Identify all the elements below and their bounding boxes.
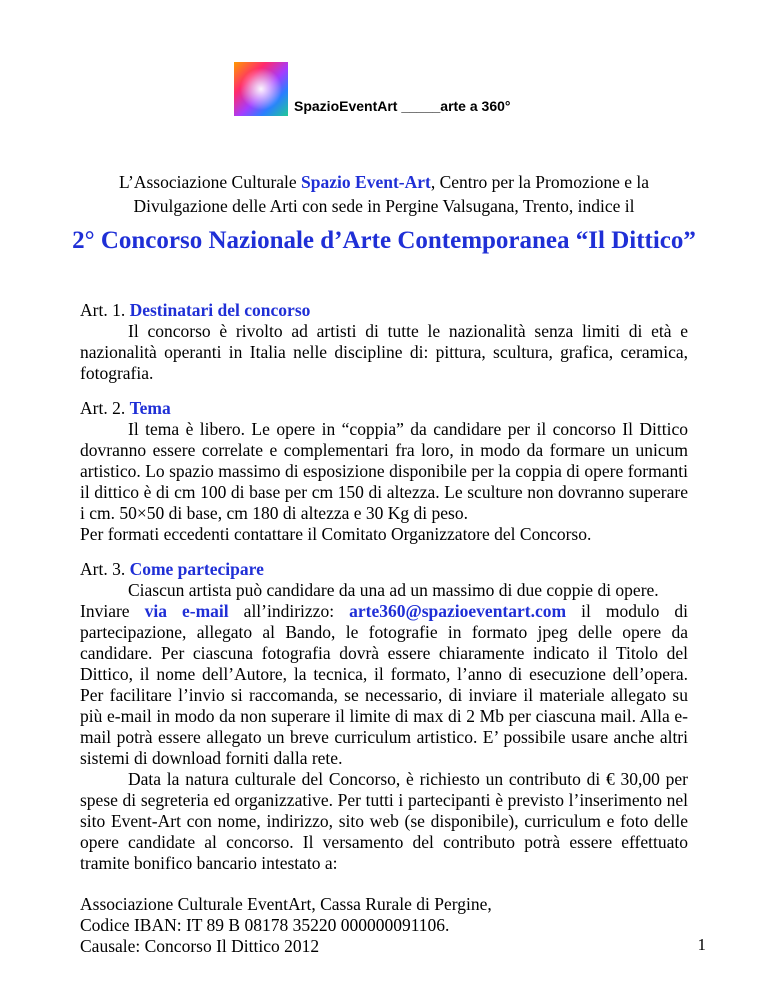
intro-prefix: L’Associazione Culturale: [118, 172, 302, 192]
article-3-p3: Data la natura culturale del Concorso, è richiesto un contributo di € 30,00 per spese di segreteria ed organizzative. Per tutti i partecipanti è previsto l’inserimento nel sito Event-Art con nome, indirizzo, sito web (se disponibile), curriculum e foto delle opere candidate al concorso. Il versamento del contributo potrà essere effettuato tramite bonifico bancario intestato a:: [80, 769, 688, 873]
article-1-title: Destinatari del concorso: [129, 300, 311, 320]
article-2-heading: [80, 398, 688, 419]
article-3-title: Come partecipare: [129, 559, 264, 579]
article-2-extra: Per formati eccedenti contattare il Comitato Organizzatore del Concorso.: [80, 524, 592, 544]
bank-line-3: Causale: Concorso Il Dittico 2012: [80, 936, 320, 956]
article-2-text: Il tema è libero. Le opere in “coppia” da candidare per il concorso Il Dittico dovranno essere correlate e complementari fra loro, in modo da formare un unicum artistico. Lo spazio massimo di esposizione disponibile per la coppia di opere formanti il dittico è di cm 100 di base per cm 150 di altezza. Le sculture non dovranno superare i cm. 50×50 di base, cm 180 di altezza e 30 Kg di peso.: [80, 419, 688, 523]
via-email-label: via e-mail: [144, 601, 229, 621]
article-3-p2-b: all’indirizzo:: [228, 601, 350, 621]
article-3-heading: [80, 559, 688, 580]
article-3-p2: [80, 601, 688, 769]
article-2-number: Art. 2.: [80, 398, 130, 418]
intro-line2: Divulgazione delle Arti con sede in Pergine Valsugana, Trento, indice il: [133, 196, 635, 216]
contest-title: 2° Concorso Nazionale d’Arte Contemporanea “Il Dittico”: [72, 227, 696, 254]
article-3-number: Art. 3.: [80, 559, 130, 579]
intro-paragraph: [60, 170, 708, 218]
page-number: 1: [697, 935, 706, 954]
logo-text: SpazioEventArt _____arte a 360°: [294, 98, 511, 114]
article-3-p2-a: Inviare: [80, 601, 145, 621]
article-2-title: Tema: [129, 398, 171, 418]
spacer: [80, 874, 688, 894]
article-3-p2-c: il modulo di partecipazione, allegato al Bando, le fotografie in formato jpeg delle opere da candidare. Per ciascuna fotografia dovrà essere chiaramente indicato il Titolo del Dittico, il nome dell’Autore, la tecnica, il formato, l’anno di esecuzione dell’opera. Per facilitare l’invio si raccomanda, se necessario, di inviare il materiale allegato su più e-mail in modo da non superare il limite di max di 2 Mb per ciascuna mail. Alla e-mail potrà essere allegato un breve curriculum artistico. E’ possibile usare anche altri sistemi di download forniti dalla rete.: [80, 601, 688, 768]
article-1-heading: [80, 300, 688, 321]
article-1-text: Il concorso è rivolto ad artisti di tutte le nazionalità senza limiti di età e nazionalità operanti in Italia nelle discipline di: pittura, scultura, grafica, ceramica, fotografia.: [80, 321, 688, 383]
logo-color-square: [234, 62, 288, 116]
bank-line-2: Codice IBAN: IT 89 B 08178 35220 000000091106.: [80, 915, 450, 935]
logo: [234, 62, 574, 114]
association-name: Spazio Event-Art: [301, 172, 431, 192]
intro-line1-rest: , Centro per la Promozione e la: [430, 172, 650, 192]
articles-body: [80, 300, 688, 957]
bank-line-1: Associazione Culturale EventArt, Cassa Rurale di Pergine,: [80, 894, 492, 914]
article-1-number: Art. 1.: [80, 300, 130, 320]
contact-email[interactable]: arte360@spazioeventart.com: [349, 601, 567, 621]
article-3-p1: Ciascun artista può candidare da una ad un massimo di due coppie di opere.: [128, 580, 659, 600]
